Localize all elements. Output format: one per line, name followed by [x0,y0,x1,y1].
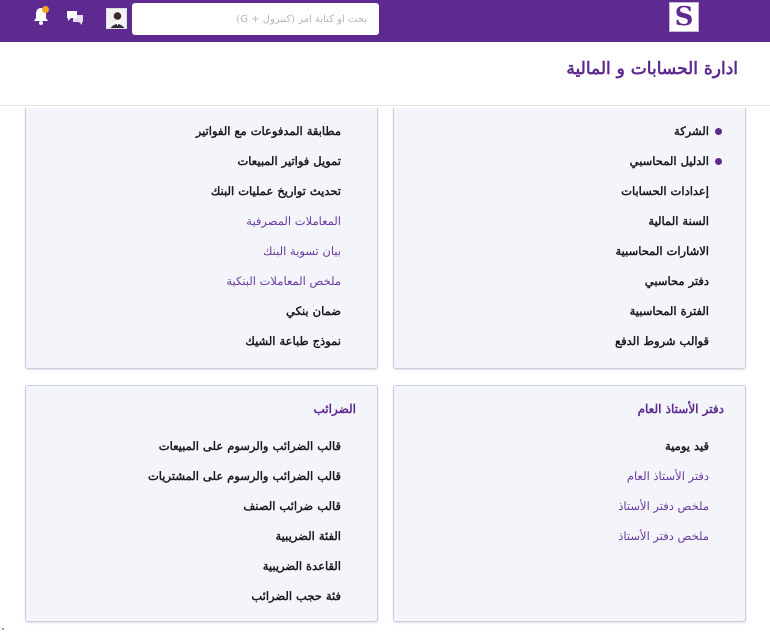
menu-link-label: ملخص المعاملات البنكية [226,274,341,288]
menu-link-label: ملخص دفتر الأستاذ [618,529,709,543]
chat-icon[interactable] [66,10,84,26]
menu-link[interactable] [148,524,341,554]
card-company-settings [393,108,746,369]
menu-link[interactable] [196,269,341,299]
menu-link[interactable] [148,554,341,584]
menu-link-label: قيد يومية [665,439,709,453]
menu-link-label: نموذج طباعة الشيك [245,334,341,348]
menu-link-label: تمويل فواتير المبيعات [237,154,341,168]
menu-link-label: الفترة المحاسبية [629,304,709,318]
menu-link[interactable] [615,209,709,239]
card-taxes [25,385,378,622]
menu-link-label: دفتر الأستاذ العام [626,469,709,483]
card-items-list [196,119,341,359]
card-heading: دفتر الأستاذ العام [637,402,724,416]
menu-link[interactable] [618,524,709,554]
user-avatar-icon [107,9,127,29]
menu-link[interactable] [615,149,709,179]
menu-link-label: الاشارات المحاسبية [615,244,709,258]
menu-link[interactable] [618,464,709,494]
menu-link-label: الفئة الضريبية [275,529,341,543]
menu-link[interactable] [615,299,709,329]
menu-link-label: المعاملات المصرفية [246,214,341,228]
menu-link-label: القاعدة الضريبية [262,559,341,573]
search-box[interactable] [132,3,379,35]
menu-link-label: مطابقة المدفوعات مع الفواتير [195,124,341,138]
menu-link[interactable] [196,149,341,179]
app-logo[interactable] [669,2,699,32]
menu-link[interactable] [148,584,341,614]
corner-mark [2,628,4,630]
menu-link-label: ملخص دفتر الأستاذ [618,499,709,513]
card-heading: الضرائب [313,402,356,416]
page-title: ادارة الحسابات و المالية [566,59,738,79]
menu-link[interactable] [196,209,341,239]
card-items-list [148,434,341,614]
menu-link[interactable] [615,119,709,149]
menu-link-label: قالب الضرائب والرسوم على المشتريات [147,469,341,483]
top-navbar [0,0,770,42]
menu-link[interactable] [148,464,341,494]
menu-link[interactable] [615,239,709,269]
logo-letter: S [674,2,694,32]
menu-link[interactable] [196,179,341,209]
menu-link[interactable] [196,239,341,269]
menu-link-label: قالب الضرائب والرسوم على المبيعات [158,439,341,453]
menu-link[interactable] [615,269,709,299]
header-divider [0,105,770,106]
menu-link[interactable] [196,119,341,149]
menu-link-label: بيان تسوية البنك [262,244,341,258]
menu-link-label: تحديث تواريخ عمليات البنك [210,184,341,198]
menu-link-label: السنة المالية [648,214,709,228]
card-items-list [615,119,709,359]
card-general-ledger [393,385,746,622]
menu-link[interactable] [196,299,341,329]
avatar[interactable] [106,8,127,29]
menu-link[interactable] [615,329,709,359]
card-banking [25,108,378,369]
bullet-icon [715,128,722,135]
menu-link-label: الدليل المحاسبي [629,154,709,168]
card-items-list [618,434,709,554]
bullet-icon [715,158,722,165]
menu-link[interactable] [618,434,709,464]
menu-link[interactable] [196,329,341,359]
menu-link-label: قالب ضرائب الصنف [243,499,341,513]
notification-dot [42,6,49,13]
menu-link[interactable] [148,494,341,524]
menu-link-label: ضمان بنكي [286,304,341,318]
menu-link[interactable] [615,179,709,209]
search-input[interactable] [142,13,369,26]
menu-link-label: دفتر محاسبي [644,274,709,288]
menu-link-label: إعدادات الحسابات [621,184,709,198]
menu-link-label: الشركة [674,124,709,138]
menu-link[interactable] [618,494,709,524]
menu-link[interactable] [148,434,341,464]
menu-link-label: فئة حجب الضرائب [251,589,341,603]
menu-link-label: قوالب شروط الدفع [615,334,709,348]
